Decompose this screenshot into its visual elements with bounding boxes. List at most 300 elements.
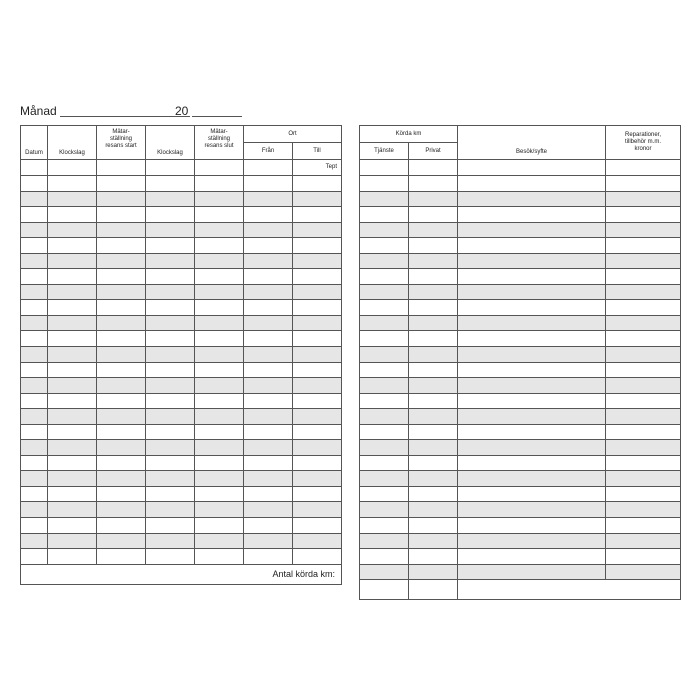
table-cell[interactable]	[48, 486, 97, 502]
table-cell[interactable]	[97, 549, 146, 565]
table-cell[interactable]	[293, 502, 342, 518]
table-cell[interactable]	[195, 300, 244, 316]
table-cell[interactable]	[293, 549, 342, 565]
table-cell[interactable]	[21, 502, 48, 518]
table-cell[interactable]	[360, 238, 409, 254]
table-cell[interactable]	[360, 269, 409, 285]
table-cell[interactable]	[458, 191, 606, 207]
table-cell[interactable]	[146, 269, 195, 285]
table-row	[21, 518, 342, 534]
table-cell[interactable]	[409, 253, 458, 269]
table-cell[interactable]	[244, 300, 293, 316]
table-cell[interactable]	[48, 409, 97, 425]
table-row	[360, 238, 681, 254]
year-input-line[interactable]	[192, 116, 242, 117]
table-row	[360, 315, 681, 331]
table-cell[interactable]	[293, 207, 342, 223]
sub-cell[interactable]	[146, 160, 195, 176]
table-cell[interactable]	[195, 455, 244, 471]
table-cell[interactable]	[360, 502, 409, 518]
sub-cell[interactable]	[409, 160, 458, 176]
table-cell[interactable]	[409, 502, 458, 518]
sub-cell[interactable]	[360, 160, 409, 176]
table-cell[interactable]	[458, 549, 606, 565]
table-row	[21, 362, 342, 378]
table-cell[interactable]	[146, 347, 195, 363]
table-cell[interactable]	[244, 222, 293, 238]
table-cell[interactable]	[409, 347, 458, 363]
table-cell[interactable]	[360, 253, 409, 269]
table-cell[interactable]	[606, 207, 681, 223]
table-cell[interactable]	[458, 471, 606, 487]
table-cell[interactable]	[195, 347, 244, 363]
table-cell[interactable]	[360, 331, 409, 347]
table-cell[interactable]	[195, 378, 244, 394]
table-cell[interactable]	[97, 424, 146, 440]
table-cell[interactable]	[21, 176, 48, 192]
table-cell[interactable]	[360, 518, 409, 534]
table-cell[interactable]	[458, 238, 606, 254]
table-cell[interactable]	[21, 300, 48, 316]
table-cell[interactable]	[97, 362, 146, 378]
table-cell[interactable]	[97, 331, 146, 347]
table-cell[interactable]	[48, 471, 97, 487]
table-cell[interactable]	[293, 315, 342, 331]
table-cell[interactable]	[606, 300, 681, 316]
table-cell[interactable]	[360, 549, 409, 565]
table-cell[interactable]	[48, 424, 97, 440]
table-cell[interactable]	[360, 393, 409, 409]
table-cell[interactable]	[195, 176, 244, 192]
table-cell[interactable]	[458, 207, 606, 223]
table-cell[interactable]	[146, 471, 195, 487]
table-cell[interactable]	[244, 269, 293, 285]
table-cell[interactable]	[606, 284, 681, 300]
table-cell[interactable]	[48, 284, 97, 300]
table-cell[interactable]	[195, 315, 244, 331]
table-cell[interactable]	[458, 222, 606, 238]
table-cell[interactable]	[293, 331, 342, 347]
table-cell[interactable]	[360, 347, 409, 363]
table-cell[interactable]	[48, 207, 97, 223]
table-cell[interactable]	[409, 191, 458, 207]
table-cell[interactable]	[21, 315, 48, 331]
table-cell[interactable]	[146, 518, 195, 534]
table-cell[interactable]	[293, 518, 342, 534]
table-cell[interactable]	[360, 486, 409, 502]
table-cell[interactable]	[360, 207, 409, 223]
table-cell[interactable]	[48, 533, 97, 549]
sub-cell[interactable]	[48, 160, 97, 176]
table-cell[interactable]	[48, 518, 97, 534]
total-privat-cell[interactable]	[409, 580, 458, 600]
table-cell[interactable]	[48, 253, 97, 269]
table-cell[interactable]	[244, 440, 293, 456]
table-cell[interactable]	[360, 424, 409, 440]
table-cell[interactable]	[146, 191, 195, 207]
table-cell[interactable]	[146, 549, 195, 565]
table-cell[interactable]	[409, 378, 458, 394]
table-cell[interactable]	[244, 315, 293, 331]
table-cell[interactable]	[195, 207, 244, 223]
table-cell[interactable]	[606, 533, 681, 549]
table-cell[interactable]	[21, 191, 48, 207]
table-cell[interactable]	[195, 533, 244, 549]
table-cell[interactable]	[146, 533, 195, 549]
table-cell[interactable]	[606, 440, 681, 456]
table-cell[interactable]	[48, 191, 97, 207]
table-cell[interactable]	[244, 455, 293, 471]
table-cell[interactable]	[244, 331, 293, 347]
table-cell[interactable]	[293, 409, 342, 425]
table-cell[interactable]	[244, 549, 293, 565]
table-cell[interactable]	[458, 393, 606, 409]
table-cell[interactable]	[458, 253, 606, 269]
table-cell[interactable]	[146, 393, 195, 409]
table-cell[interactable]	[606, 455, 681, 471]
table-cell[interactable]	[293, 424, 342, 440]
table-cell[interactable]	[244, 191, 293, 207]
table-cell[interactable]	[48, 347, 97, 363]
table-cell[interactable]	[21, 253, 48, 269]
table-cell[interactable]	[244, 471, 293, 487]
table-cell[interactable]	[360, 471, 409, 487]
table-cell[interactable]	[606, 409, 681, 425]
table-cell[interactable]	[146, 440, 195, 456]
table-cell[interactable]	[458, 176, 606, 192]
table-cell[interactable]	[409, 518, 458, 534]
table-cell[interactable]	[21, 486, 48, 502]
table-cell[interactable]	[21, 518, 48, 534]
table-cell[interactable]	[293, 300, 342, 316]
table-cell[interactable]	[21, 347, 48, 363]
table-cell[interactable]	[244, 238, 293, 254]
table-cell[interactable]	[293, 222, 342, 238]
table-cell[interactable]	[146, 284, 195, 300]
table-cell[interactable]	[195, 440, 244, 456]
table-cell[interactable]	[606, 176, 681, 192]
table-cell[interactable]	[293, 269, 342, 285]
table-cell[interactable]	[606, 191, 681, 207]
table-cell[interactable]	[458, 347, 606, 363]
table-cell[interactable]	[97, 393, 146, 409]
table-cell[interactable]	[606, 564, 681, 580]
table-cell[interactable]	[360, 176, 409, 192]
table-cell[interactable]	[244, 362, 293, 378]
table-cell[interactable]	[21, 440, 48, 456]
table-cell[interactable]	[146, 300, 195, 316]
table-cell[interactable]	[48, 222, 97, 238]
table-cell[interactable]	[97, 176, 146, 192]
table-cell[interactable]	[244, 533, 293, 549]
table-cell[interactable]	[48, 300, 97, 316]
table-cell[interactable]	[48, 315, 97, 331]
table-cell[interactable]	[606, 502, 681, 518]
table-cell[interactable]	[97, 222, 146, 238]
table-cell[interactable]	[97, 284, 146, 300]
table-cell[interactable]	[293, 471, 342, 487]
table-cell[interactable]	[97, 502, 146, 518]
table-cell[interactable]	[146, 502, 195, 518]
table-cell[interactable]	[409, 486, 458, 502]
table-cell[interactable]	[244, 347, 293, 363]
table-cell[interactable]	[409, 471, 458, 487]
table-cell[interactable]	[146, 362, 195, 378]
table-cell[interactable]	[195, 222, 244, 238]
table-cell[interactable]	[606, 331, 681, 347]
table-cell[interactable]	[97, 409, 146, 425]
table-cell[interactable]	[293, 191, 342, 207]
table-cell[interactable]	[606, 362, 681, 378]
table-cell[interactable]	[458, 440, 606, 456]
table-cell[interactable]	[21, 393, 48, 409]
table-cell[interactable]	[360, 222, 409, 238]
table-cell[interactable]	[458, 424, 606, 440]
table-cell[interactable]	[48, 238, 97, 254]
table-cell[interactable]	[21, 222, 48, 238]
table-cell[interactable]	[409, 238, 458, 254]
table-cell[interactable]	[293, 378, 342, 394]
table-cell[interactable]	[244, 502, 293, 518]
table-cell[interactable]	[146, 222, 195, 238]
table-cell[interactable]	[606, 238, 681, 254]
table-cell[interactable]	[458, 533, 606, 549]
table-cell[interactable]	[606, 378, 681, 394]
table-cell[interactable]	[97, 191, 146, 207]
table-cell[interactable]	[458, 300, 606, 316]
table-cell[interactable]	[458, 315, 606, 331]
table-cell[interactable]	[21, 284, 48, 300]
table-cell[interactable]	[458, 378, 606, 394]
table-cell[interactable]	[409, 300, 458, 316]
table-cell[interactable]	[244, 424, 293, 440]
table-cell[interactable]	[21, 238, 48, 254]
table-cell[interactable]	[244, 253, 293, 269]
table-cell[interactable]	[48, 378, 97, 394]
table-cell[interactable]	[21, 533, 48, 549]
table-cell[interactable]	[244, 409, 293, 425]
table-cell[interactable]	[409, 455, 458, 471]
table-cell[interactable]	[146, 207, 195, 223]
table-cell[interactable]	[409, 564, 458, 580]
table-cell[interactable]	[146, 409, 195, 425]
table-cell[interactable]	[293, 347, 342, 363]
table-cell[interactable]	[48, 362, 97, 378]
table-cell[interactable]	[360, 362, 409, 378]
table-cell[interactable]	[293, 486, 342, 502]
table-cell[interactable]	[293, 362, 342, 378]
table-cell[interactable]	[195, 253, 244, 269]
table-cell[interactable]	[293, 455, 342, 471]
sub-cell[interactable]	[458, 160, 606, 176]
table-cell[interactable]	[97, 300, 146, 316]
table-cell[interactable]	[409, 207, 458, 223]
sub-cell[interactable]	[195, 160, 244, 176]
table-cell[interactable]	[458, 502, 606, 518]
table-cell[interactable]	[21, 378, 48, 394]
table-cell[interactable]	[244, 176, 293, 192]
table-cell[interactable]	[195, 502, 244, 518]
table-cell[interactable]	[606, 518, 681, 534]
table-cell[interactable]	[360, 315, 409, 331]
table-cell[interactable]	[244, 393, 293, 409]
table-cell[interactable]	[146, 486, 195, 502]
table-cell[interactable]	[195, 284, 244, 300]
table-cell[interactable]	[21, 455, 48, 471]
table-cell[interactable]	[97, 347, 146, 363]
table-cell[interactable]	[606, 549, 681, 565]
table-cell[interactable]	[244, 378, 293, 394]
table-cell[interactable]	[360, 284, 409, 300]
table-cell[interactable]	[146, 315, 195, 331]
table-cell[interactable]	[97, 486, 146, 502]
table-cell[interactable]	[97, 378, 146, 394]
table-cell[interactable]	[195, 393, 244, 409]
table-cell[interactable]	[409, 409, 458, 425]
table-cell[interactable]	[97, 533, 146, 549]
table-cell[interactable]	[606, 471, 681, 487]
table-cell[interactable]	[48, 440, 97, 456]
table-cell[interactable]	[606, 424, 681, 440]
table-cell[interactable]	[97, 207, 146, 223]
table-cell[interactable]	[97, 253, 146, 269]
table-cell[interactable]	[21, 269, 48, 285]
year-prefix: 20	[175, 104, 189, 118]
table-cell[interactable]	[409, 284, 458, 300]
table-cell[interactable]	[21, 471, 48, 487]
month-input-line[interactable]	[60, 116, 190, 117]
table-cell[interactable]	[606, 347, 681, 363]
table-cell[interactable]	[293, 176, 342, 192]
table-cell[interactable]	[244, 518, 293, 534]
table-cell[interactable]	[195, 518, 244, 534]
table-cell[interactable]	[293, 440, 342, 456]
table-cell[interactable]	[146, 378, 195, 394]
table-cell[interactable]	[409, 533, 458, 549]
table-cell[interactable]	[360, 300, 409, 316]
table-cell[interactable]	[458, 455, 606, 471]
table-cell[interactable]	[97, 238, 146, 254]
table-cell[interactable]	[97, 440, 146, 456]
table-cell[interactable]	[409, 362, 458, 378]
table-cell[interactable]	[293, 238, 342, 254]
table-cell[interactable]	[195, 486, 244, 502]
table-cell[interactable]	[360, 440, 409, 456]
table-cell[interactable]	[195, 424, 244, 440]
table-cell[interactable]	[606, 486, 681, 502]
table-cell[interactable]	[195, 191, 244, 207]
table-cell[interactable]	[606, 253, 681, 269]
table-cell[interactable]	[146, 424, 195, 440]
table-cell[interactable]	[48, 502, 97, 518]
table-cell[interactable]	[195, 549, 244, 565]
table-cell[interactable]	[146, 253, 195, 269]
table-cell[interactable]	[293, 253, 342, 269]
table-row	[21, 378, 342, 394]
table-cell[interactable]	[146, 331, 195, 347]
table-cell[interactable]	[606, 222, 681, 238]
table-cell[interactable]	[360, 533, 409, 549]
table-cell[interactable]	[409, 331, 458, 347]
total-tjanste-cell[interactable]	[360, 580, 409, 600]
table-cell[interactable]	[606, 269, 681, 285]
sub-cell[interactable]	[21, 160, 48, 176]
table-cell[interactable]	[360, 378, 409, 394]
table-cell[interactable]	[409, 549, 458, 565]
sub-cell[interactable]	[97, 160, 146, 176]
table-cell[interactable]	[195, 409, 244, 425]
table-cell[interactable]	[21, 331, 48, 347]
table-cell[interactable]	[146, 455, 195, 471]
table-cell[interactable]	[21, 207, 48, 223]
table-cell[interactable]	[458, 284, 606, 300]
table-cell[interactable]	[293, 533, 342, 549]
table-cell[interactable]	[458, 331, 606, 347]
table-cell[interactable]	[409, 176, 458, 192]
table-cell[interactable]	[48, 455, 97, 471]
table-cell[interactable]	[360, 455, 409, 471]
table-cell[interactable]	[21, 362, 48, 378]
table-cell[interactable]	[360, 191, 409, 207]
table-cell[interactable]	[21, 549, 48, 565]
table-cell[interactable]	[458, 518, 606, 534]
table-cell[interactable]	[458, 269, 606, 285]
table-cell[interactable]	[146, 238, 195, 254]
table-cell[interactable]	[293, 284, 342, 300]
table-cell[interactable]	[409, 424, 458, 440]
table-cell[interactable]	[458, 564, 606, 580]
table-cell[interactable]	[48, 269, 97, 285]
table-cell[interactable]	[97, 455, 146, 471]
table-cell[interactable]	[146, 176, 195, 192]
table-cell[interactable]	[293, 393, 342, 409]
table-cell[interactable]	[97, 518, 146, 534]
table-cell[interactable]	[409, 393, 458, 409]
table-cell[interactable]	[97, 315, 146, 331]
table-cell[interactable]	[360, 564, 409, 580]
table-cell[interactable]	[195, 471, 244, 487]
table-row	[360, 518, 681, 534]
table-cell[interactable]	[244, 486, 293, 502]
table-cell[interactable]	[409, 440, 458, 456]
table-cell[interactable]	[195, 362, 244, 378]
table-cell[interactable]	[606, 393, 681, 409]
table-cell[interactable]	[21, 424, 48, 440]
sub-cell[interactable]	[606, 160, 681, 176]
sub-cell[interactable]	[244, 160, 293, 176]
table-cell[interactable]	[48, 331, 97, 347]
table-cell[interactable]	[244, 207, 293, 223]
table-cell[interactable]	[409, 222, 458, 238]
table-cell[interactable]	[48, 549, 97, 565]
table-cell[interactable]	[458, 486, 606, 502]
table-cell[interactable]	[97, 471, 146, 487]
table-cell[interactable]	[48, 393, 97, 409]
table-cell[interactable]	[458, 362, 606, 378]
table-cell[interactable]	[458, 409, 606, 425]
table-cell[interactable]	[606, 315, 681, 331]
table-cell[interactable]	[195, 331, 244, 347]
table-cell[interactable]	[195, 269, 244, 285]
table-cell[interactable]	[360, 409, 409, 425]
table-cell[interactable]	[48, 176, 97, 192]
table-cell[interactable]	[195, 238, 244, 254]
table-cell[interactable]	[97, 269, 146, 285]
table-cell[interactable]	[409, 315, 458, 331]
table-cell[interactable]	[409, 269, 458, 285]
table-cell[interactable]	[244, 284, 293, 300]
table-cell[interactable]	[21, 409, 48, 425]
